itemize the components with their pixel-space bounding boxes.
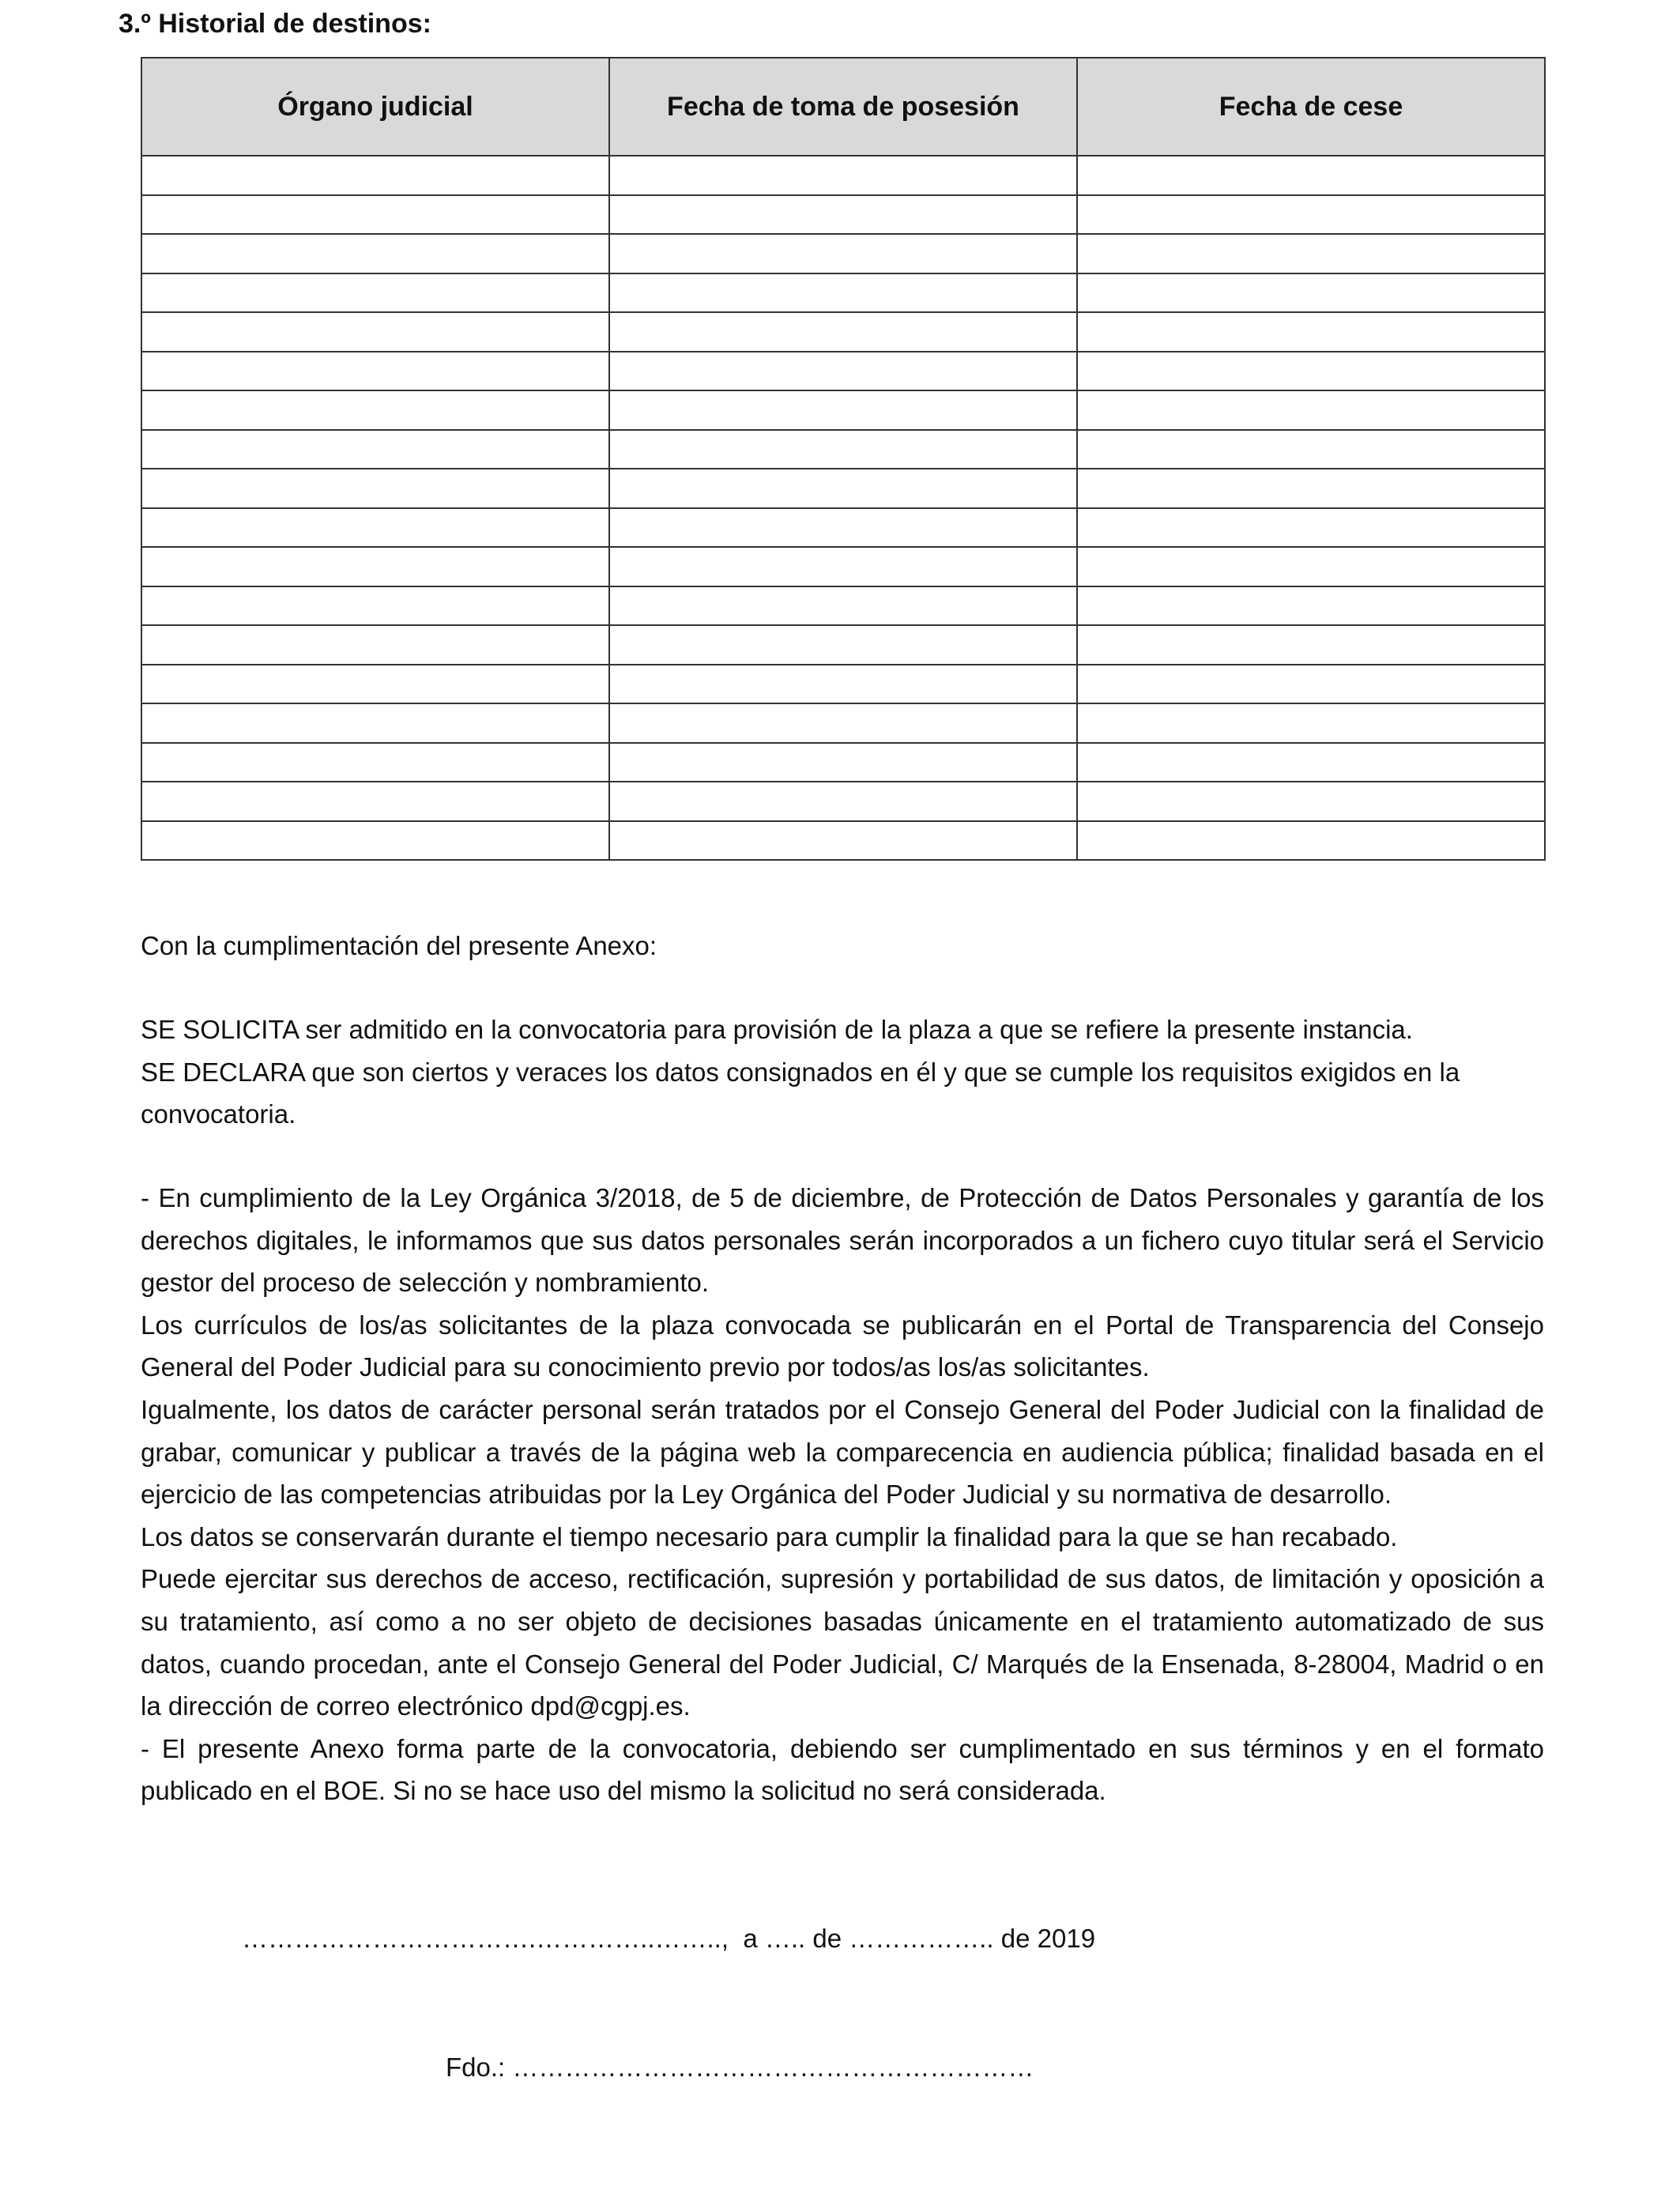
fecha-toma-posesion-cell[interactable] — [609, 508, 1077, 548]
table-row — [141, 703, 1545, 743]
fecha-cese-cell[interactable] — [1077, 547, 1545, 586]
legal-paragraph-rights: Puede ejercitar sus derechos de acceso, rectificación, supresión y portabilidad de sus datos, de limitación y oposición a su tratamiento, así como a no ser objeto de decisiones basadas únicamente en el tratamiento automatizado de sus datos, cuando procedan, ante el Consejo General del Poder Judicial, C/ Marqués de la Ensenada, 8-28004, Madrid o en la dirección de correo electrónico dpd@cgpj.es. — [141, 1564, 1544, 1721]
fecha-cese-cell[interactable] — [1077, 665, 1545, 704]
organo-judicial-cell[interactable] — [141, 821, 609, 861]
organo-judicial-cell[interactable] — [141, 156, 609, 195]
table-row — [141, 430, 1545, 469]
destinations-history-table — [141, 57, 1546, 861]
table-row — [141, 312, 1545, 352]
fecha-cese-cell[interactable] — [1077, 586, 1545, 626]
fecha-cese-cell[interactable] — [1077, 625, 1545, 665]
fecha-toma-posesion-cell[interactable] — [609, 665, 1077, 704]
legal-paragraph-annex-format: - El presente Anexo forma parte de la convocatoria, debiendo ser cumplimentado en sus términos y en el formato publicado en el BOE. Si no se hace uso del mismo la solicitud no será considerada. — [141, 1733, 1544, 1806]
table-row — [141, 665, 1545, 704]
table-row — [141, 625, 1545, 665]
organo-judicial-cell[interactable] — [141, 469, 609, 508]
fecha-toma-posesion-cell[interactable] — [609, 195, 1077, 235]
table-row — [141, 821, 1545, 861]
fecha-toma-posesion-cell[interactable] — [609, 352, 1077, 391]
table-row — [141, 273, 1545, 313]
table-row — [141, 390, 1545, 430]
fecha-cese-cell[interactable] — [1077, 821, 1545, 861]
fecha-toma-posesion-cell[interactable] — [609, 156, 1077, 195]
fecha-toma-posesion-cell[interactable] — [609, 743, 1077, 782]
fecha-toma-posesion-cell[interactable] — [609, 625, 1077, 665]
table-header-row — [141, 58, 1545, 156]
organo-judicial-cell[interactable] — [141, 234, 609, 273]
fecha-cese-cell[interactable] — [1077, 703, 1545, 743]
fecha-toma-posesion-cell[interactable] — [609, 586, 1077, 626]
section-title: 3.º Historial de destinos: — [119, 9, 431, 39]
fecha-cese-cell[interactable] — [1077, 430, 1545, 469]
fecha-cese-cell[interactable] — [1077, 743, 1545, 782]
fecha-cese-cell[interactable] — [1077, 390, 1545, 430]
organo-judicial-cell[interactable] — [141, 430, 609, 469]
legal-paragraph-processing: Igualmente, los datos de carácter personal serán tratados por el Consejo General del Poder Judicial con la finalidad de grabar, comunicar y publicar a través de la página web la comparecencia en audiencia pública; finalidad basada en el ejercicio de las competencias atribuidas por la Ley Orgánica del Poder Judicial y su normativa de desarrollo. — [141, 1394, 1544, 1510]
table-row — [141, 469, 1545, 508]
header-organo-judicial: Órgano judicial — [141, 58, 609, 156]
header-fecha-toma-posesion: Fecha de toma de posesión — [609, 58, 1077, 156]
organo-judicial-cell[interactable] — [141, 743, 609, 782]
organo-judicial-cell[interactable] — [141, 703, 609, 743]
fecha-cese-cell[interactable] — [1077, 156, 1545, 195]
organo-judicial-cell[interactable] — [141, 312, 609, 352]
request-block — [141, 1008, 1544, 1136]
table-body — [141, 156, 1545, 860]
fecha-toma-posesion-cell[interactable] — [609, 273, 1077, 313]
request-declara: SE DECLARA que son ciertos y veraces los datos consignados en él y que se cumple los requisitos exigidos en la convocatoria. — [141, 1057, 1460, 1129]
table-row — [141, 508, 1545, 548]
fecha-cese-cell[interactable] — [1077, 234, 1545, 273]
header-fecha-cese: Fecha de cese — [1077, 58, 1545, 156]
fecha-cese-cell[interactable] — [1077, 508, 1545, 548]
fecha-toma-posesion-cell[interactable] — [609, 703, 1077, 743]
fecha-toma-posesion-cell[interactable] — [609, 234, 1077, 273]
organo-judicial-cell[interactable] — [141, 352, 609, 391]
fecha-cese-cell[interactable] — [1077, 469, 1545, 508]
table-row — [141, 547, 1545, 586]
legal-paragraph-data-protection: - En cumplimiento de la Ley Orgánica 3/2018, de 5 de diciembre, de Protección de Datos Personales y garantía de los derechos digitales, le informamos que sus datos personales serán incorporados a un fichero cuyo titular será el Servicio gestor del proceso de selección y nombramiento. — [141, 1183, 1544, 1298]
table-row — [141, 352, 1545, 391]
organo-judicial-cell[interactable] — [141, 665, 609, 704]
organo-judicial-cell[interactable] — [141, 273, 609, 313]
fecha-toma-posesion-cell[interactable] — [609, 469, 1077, 508]
place-date-line: …………………………….…………..…….., a ….. de …………….. de 2019 — [242, 1924, 1096, 1953]
fecha-cese-cell[interactable] — [1077, 273, 1545, 313]
organo-judicial-cell[interactable] — [141, 625, 609, 665]
signature-line: Fdo.: …………………………………………………… — [446, 2053, 1034, 2082]
fecha-toma-posesion-cell[interactable] — [609, 430, 1077, 469]
fecha-cese-cell[interactable] — [1077, 312, 1545, 352]
table-row — [141, 195, 1545, 235]
legal-paragraph-retention: Los datos se conservarán durante el tiempo necesario para cumplir la finalidad para la que se han recabado. — [141, 1521, 1398, 1551]
fecha-toma-posesion-cell[interactable] — [609, 821, 1077, 861]
fecha-cese-cell[interactable] — [1077, 782, 1545, 821]
table-row — [141, 743, 1545, 782]
table-row — [141, 156, 1545, 195]
organo-judicial-cell[interactable] — [141, 195, 609, 235]
fecha-toma-posesion-cell[interactable] — [609, 547, 1077, 586]
fecha-cese-cell[interactable] — [1077, 195, 1545, 235]
intro-text: Con la cumplimentación del presente Anexo: — [141, 931, 657, 960]
table-row — [141, 234, 1545, 273]
request-solicita: SE SOLICITA ser admitido en la convocatoria para provisión de la plaza a que se refiere la presente instancia. — [141, 1015, 1413, 1044]
fecha-toma-posesion-cell[interactable] — [609, 782, 1077, 821]
legal-notice — [141, 1177, 1544, 1812]
table-row — [141, 586, 1545, 626]
organo-judicial-cell[interactable] — [141, 782, 609, 821]
fecha-cese-cell[interactable] — [1077, 352, 1545, 391]
organo-judicial-cell[interactable] — [141, 547, 609, 586]
organo-judicial-cell[interactable] — [141, 586, 609, 626]
organo-judicial-cell[interactable] — [141, 508, 609, 548]
table-row — [141, 782, 1545, 821]
fecha-toma-posesion-cell[interactable] — [609, 390, 1077, 430]
legal-paragraph-curricula: Los currículos de los/as solicitantes de la plaza convocada se publicarán en el Portal de Transparencia del Consejo General del Poder Judicial para su conocimiento previo por todos/as los/as solicitantes. — [141, 1310, 1544, 1382]
organo-judicial-cell[interactable] — [141, 390, 609, 430]
fecha-toma-posesion-cell[interactable] — [609, 312, 1077, 352]
